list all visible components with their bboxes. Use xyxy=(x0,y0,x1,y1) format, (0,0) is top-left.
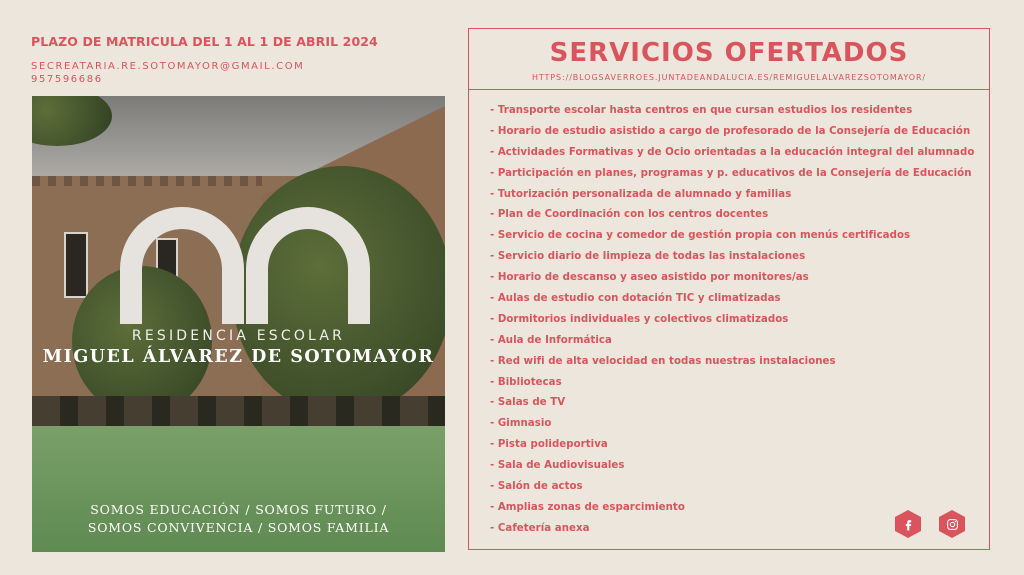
service-item: - Gimnasio xyxy=(490,418,552,430)
residence-logo-icon xyxy=(120,194,370,324)
service-item: - Salón de actos xyxy=(490,481,583,493)
service-item: - Amplias zonas de esparcimiento xyxy=(490,501,685,513)
service-item: - Cafetería anexa xyxy=(490,522,590,534)
residence-name: MIGUEL ÁLVAREZ DE SOTOMAYOR xyxy=(42,347,435,367)
service-item: - Red wifi de alta velocidad en todas nuestras instalaciones xyxy=(490,355,836,367)
facebook-icon xyxy=(902,518,915,531)
service-item: - Servicio de cocina y comedor de gestión propia con menús certificados xyxy=(490,230,911,242)
service-item: - Bibliotecas xyxy=(490,376,562,388)
contact-email[interactable]: SECREATARIA.RE.SOTOMAYOR@GMAIL.COM xyxy=(31,61,305,72)
poster-battlements xyxy=(32,176,262,186)
service-item: - Actividades Formativas y de Ocio orientadas a la educación integral del alumnado xyxy=(490,146,975,158)
contact-info xyxy=(31,60,441,86)
blog-url-link[interactable]: HTTPS://BLOGSAVERROES.JUNTADEANDALUCIA.ES/REMIGUELALVAREZSOTOMAYOR/ xyxy=(531,73,927,82)
panel-divider xyxy=(469,89,989,90)
residence-motto xyxy=(32,501,445,537)
service-item: - Horario de descanso y aseo asistido por monitores/as xyxy=(490,272,809,284)
services-list xyxy=(490,101,974,540)
contact-phone[interactable]: 957596686 xyxy=(31,74,103,85)
service-item: - Sala de Audiovisuales xyxy=(490,460,625,472)
service-item: - Horario de estudio asistido a cargo de profesorado de la Consejería de Educación xyxy=(490,125,971,137)
residence-poster xyxy=(32,96,445,552)
service-item: - Transporte escolar hasta centros en que cursan estudios los residentes xyxy=(490,105,913,116)
service-item: - Pista polideportiva xyxy=(490,439,608,451)
enrollment-deadline: PLAZO DE MATRICULA DEL 1 AL 1 DE ABRIL 2024 xyxy=(31,34,378,49)
service-item: - Salas de TV xyxy=(490,397,566,409)
poster-window xyxy=(64,232,88,298)
services-title: SERVICIOS OFERTADOS xyxy=(549,38,909,68)
instagram-icon xyxy=(946,518,959,531)
services-panel xyxy=(468,28,990,550)
service-item: - Aulas de estudio con dotación TIC y climatizadas xyxy=(490,293,781,305)
service-item: - Tutorización personalizada de alumnado y familias xyxy=(490,188,792,200)
service-item: - Plan de Coordinación con los centros docentes xyxy=(490,209,769,221)
residence-label: RESIDENCIA ESCOLAR xyxy=(131,328,346,344)
motto-line-2: SOMOS CONVIVENCIA / SOMOS FAMILIA xyxy=(87,520,390,535)
service-item: - Participación en planes, programas y p. educativos de la Consejería de Educación xyxy=(490,167,972,179)
motto-line-1: SOMOS EDUCACIÓN / SOMOS FUTURO / xyxy=(90,502,387,517)
service-item: - Aula de Informática xyxy=(490,334,612,346)
service-item: - Dormitorios individuales y colectivos climatizados xyxy=(490,313,789,325)
contact-header xyxy=(31,34,441,86)
service-item: - Servicio diario de limpieza de todas las instalaciones xyxy=(490,251,806,263)
